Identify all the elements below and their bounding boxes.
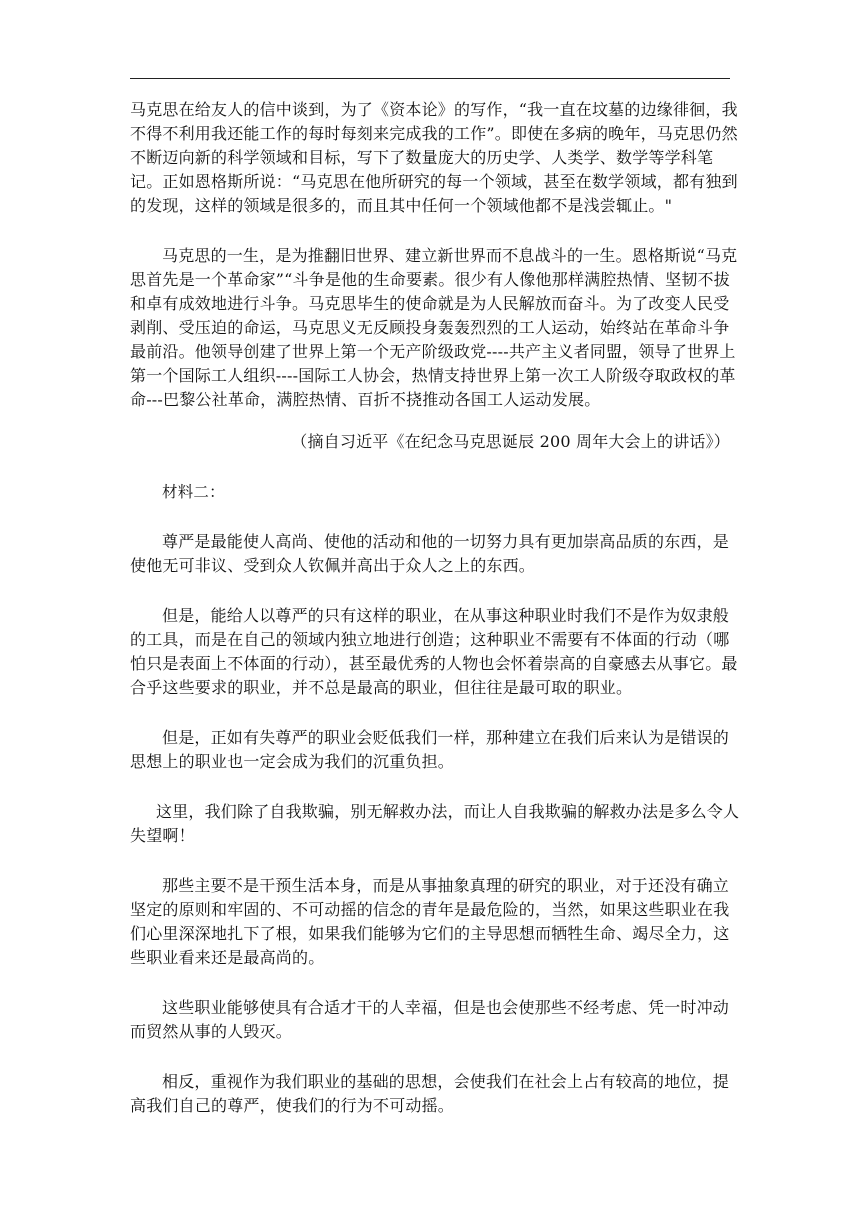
paragraph-burden: 但是，正如有失尊严的职业会贬低我们一样，那种建立在我们后来认为是错误的思想上的职业也一定会成为我们的沉重负担。	[130, 728, 730, 771]
paragraph-happiness: 这些职业能够使具有合适才干的人幸福，但是也会使那些不经考虑、凭一时冲动而贸然从事的人毁灭。	[130, 998, 730, 1041]
material-2-heading: 材料二：	[162, 483, 225, 501]
paragraph-dignified-profession: 但是，能给人以尊严的只有这样的职业，在从事这种职业时我们不是作为奴隶般的工具，而是在自己的领域内独立地进行创造；这种职业不需要有不体面的行动（哪怕只是表面上不体面的行动），甚至最优秀的人物也会怀着崇高的自豪感去从事它。最合乎这些要求的职业，并不总是最高的职业，但往往是最可取的职业。	[130, 606, 738, 697]
paragraph-abstract-truth: 那些主要不是干预生活本身，而是从事抽象真理的研究的职业，对于还没有确立坚定的原则和牢固的、不可动摇的信念的青年是最危险的，当然，如果这些职业在我们心里深深地扎下了根，如果我们能够为它们的主导思想而牺牲生命、竭尽全力，这些职业看来还是最高尚的。	[130, 876, 730, 967]
paragraph-foundation-thought: 相反，重视作为我们职业的基础的思想，会使我们在社会上占有较高的地位，提高我们自己的尊严，使我们的行为不可动摇。	[130, 1072, 730, 1115]
source-citation: （摘自习近平《在纪念马克思诞辰 200 周年大会上的讲话》）	[291, 432, 730, 451]
document-body	[130, 98, 740, 1118]
paragraph-self-deception: 这里，我们除了自我欺骗，别无解救办法，而让人自我欺骗的解救办法是多么令人失望啊！	[130, 802, 740, 845]
paragraph-marx-revolutionary: 马克思的一生，是为推翻旧世界、建立新世界而不息战斗的一生。恩格斯说“马克思首先是一个革命家”“斗争是他的生命要素。很少有人像他那样满腔热情、坚韧不拔和卓有成效地进行斗争。马克思毕生的使命就是为人民解放而奋斗。为了改变人民受剥削、受压迫的命运，马克思义无反顾投身轰轰烈烈的工人运动，始终站在革命斗争最前沿。他领导创建了世界上第一个无产阶级政党----共产主义者同盟，领导了世界上第一个国际工人组织----国际工人协会，热情支持世界上第一次工人阶级夺取政权的革命---巴黎公社革命，满腔热情、百折不挠推动各国工人运动发展。	[130, 246, 738, 409]
header-rule	[130, 78, 730, 79]
paragraph-marx-capital: 马克思在给友人的信中谈到，为了《资本论》的写作，“我一直在坟墓的边缘徘徊，我不得不利用我还能工作的每时每刻来完成我的工作”。即使在多病的晚年，马克思仍然不断迈向新的科学领域和目标，写下了数量庞大的历史学、人类学、数学等学科笔记。正如恩格斯所说：“马克思在他所研究的每一个领域，甚至在数学领域，都有独到的发现，这样的领域是很多的，而且其中任何一个领域他都不是浅尝辄止。"	[130, 100, 738, 215]
paragraph-dignity: 尊严是最能使人高尚、使他的活动和他的一切努力具有更加崇高品质的东西，是使他无可非议、受到众人钦佩并高出于众人之上的东西。	[130, 532, 730, 575]
